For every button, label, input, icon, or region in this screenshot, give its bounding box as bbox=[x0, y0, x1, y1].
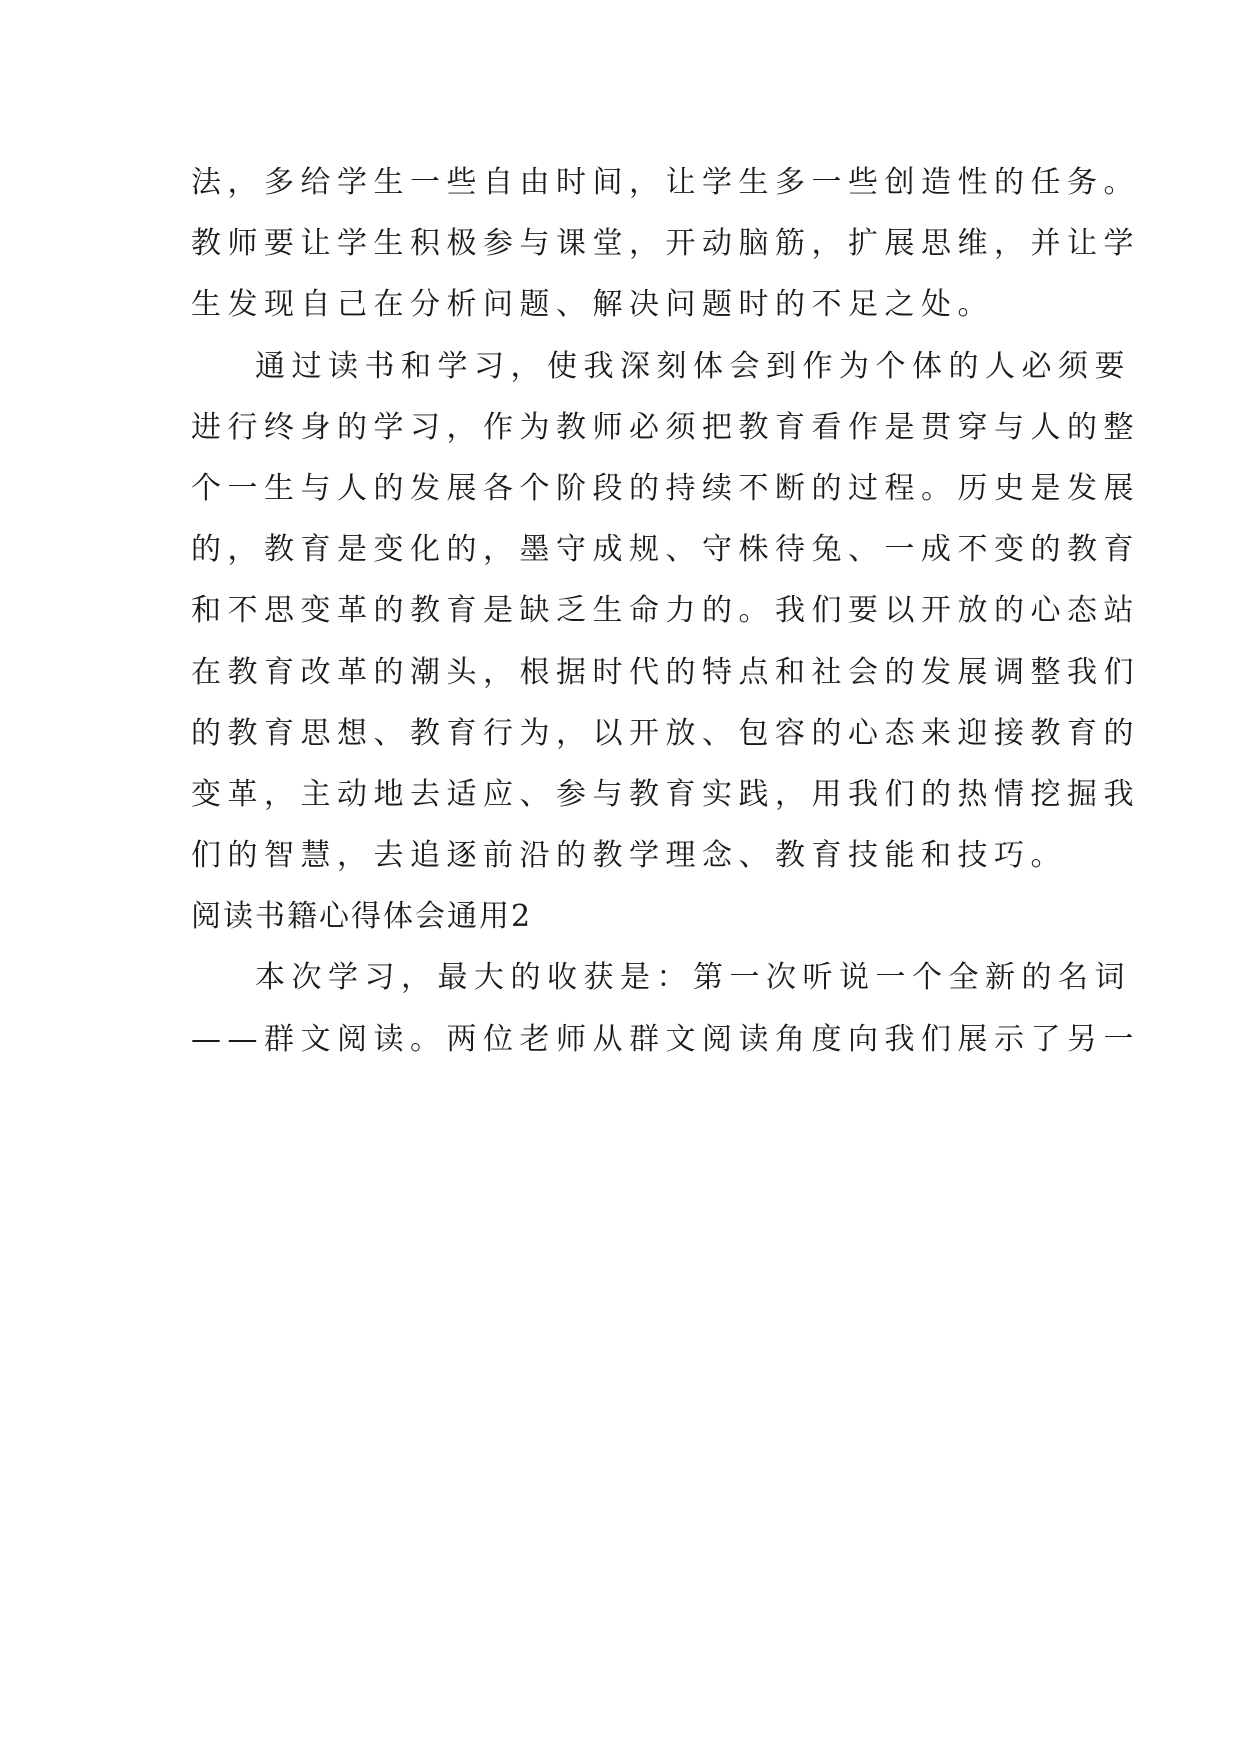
paragraph-line: 法，多给学生一些自由时间，让学生多一些创造性的任务。 bbox=[191, 165, 1140, 200]
paragraph-line: 生发现自己在分析问题、解决问题时的不足之处。 bbox=[191, 287, 994, 323]
paragraph-line: 变革，主动地去适应、参与教育实践，用我们的热情挖掘我 bbox=[191, 776, 1140, 812]
section-heading: 阅读书籍心得体会通用2 bbox=[191, 899, 533, 935]
paragraph-line: 本次学习，最大的收获是：第一次听说一个全新的名词 bbox=[255, 960, 1131, 996]
paragraph-line: 和不思变革的教育是缺乏生命力的。我们要以开放的心态站 bbox=[191, 593, 1140, 629]
paragraph-line: 的，教育是变化的，墨守成规、守株待兔、一成不变的教育 bbox=[191, 532, 1140, 568]
document-body bbox=[191, 163, 1140, 1081]
paragraph-line: 们的智慧，去追逐前沿的教学理念、教育技能和技巧。 bbox=[191, 838, 1067, 874]
paragraph-line: 在教育改革的潮头，根据时代的特点和社会的发展调整我们 bbox=[191, 654, 1140, 690]
paragraph-line: ——群文阅读。两位老师从群文阅读角度向我们展示了另一 bbox=[191, 1021, 1140, 1057]
paragraph-line: 的教育思想、教育行为，以开放、包容的心态来迎接教育的 bbox=[191, 715, 1140, 751]
paragraph-line: 通过读书和学习，使我深刻体会到作为个体的人必须要 bbox=[255, 348, 1131, 384]
paragraph-line: 教师要让学生积极参与课堂，开动脑筋，扩展思维，并让学 bbox=[191, 226, 1140, 262]
paragraph-line: 个一生与人的发展各个阶段的持续不断的过程。历史是发展 bbox=[191, 470, 1140, 506]
paragraph-line: 进行终身的学习，作为教师必须把教育看作是贯穿与人的整 bbox=[191, 409, 1140, 445]
